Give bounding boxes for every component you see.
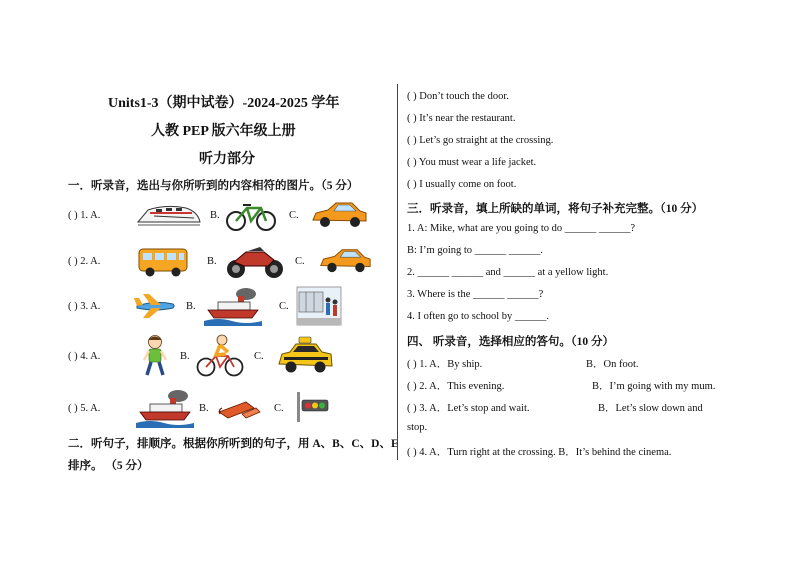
motorcycle-icon	[224, 242, 286, 280]
s3-item: 4. I often go to school by ______.	[407, 311, 550, 322]
ship-icon	[136, 388, 194, 428]
s4-item-2-a: ( ) 2. A．This evening.	[407, 381, 505, 392]
q4-number: ( ) 4. A.	[68, 351, 101, 362]
car-icon	[318, 244, 372, 276]
bus-icon	[136, 244, 190, 278]
s3-item: 1. A: Mike, what are you going to do ______ ______?	[407, 223, 636, 234]
s2-item: ( ) Let’s go straight at the crossing.	[407, 135, 554, 146]
q2-b-label: B.	[207, 256, 217, 267]
cyclist-icon	[196, 334, 244, 378]
s4-item-3-a: ( ) 3. A．Let’s stop and wait.	[407, 403, 530, 414]
bullet-train-icon	[136, 200, 202, 230]
ship-icon	[204, 286, 262, 326]
s2-item: ( ) I usually come on foot.	[407, 179, 517, 190]
s4-item-3-b: B．Let’s slow down and	[598, 403, 703, 414]
s2-item: ( ) You must wear a life jacket.	[407, 157, 537, 168]
q2-c-label: C.	[295, 256, 305, 267]
section4-heading: 四、 听录音，选择相应的答句。（10 分）	[407, 336, 614, 348]
section1-heading: 一．听录音，选出与你所听到的内容相符的图片。（5 分）	[68, 180, 359, 192]
s4-item-2-b: B．I’m going with my mum.	[592, 381, 716, 392]
car-icon	[310, 198, 368, 230]
taxi-icon	[276, 334, 334, 376]
q4-c-label: C.	[254, 351, 264, 362]
q4-b-label: B.	[180, 351, 190, 362]
q5-b-label: B.	[199, 403, 209, 414]
s3-item: 3. Where is the ______ ______?	[407, 289, 544, 300]
walking-boy-icon	[140, 334, 170, 378]
q1-number: ( ) 1. A.	[68, 210, 101, 221]
s2-item: ( ) Don’t touch the door.	[407, 91, 509, 102]
q1-b-label: B.	[210, 210, 220, 221]
column-divider	[397, 84, 398, 460]
q3-c-label: C.	[279, 301, 289, 312]
part-title: 听力部分	[199, 152, 255, 167]
subway-platform-icon	[296, 286, 342, 326]
q3-number: ( ) 3. A.	[68, 301, 101, 312]
s3-item: B: I’m going to ______ ______.	[407, 245, 543, 256]
s4-item-1-b: B．On foot.	[586, 359, 639, 370]
section2-heading-cont: 排序。 （5 分）	[68, 460, 149, 472]
section2-heading: 二．听句子，排顺序。根据你所听到的句子，用 A、B、C、D、E	[68, 438, 399, 450]
q5-number: ( ) 5. A.	[68, 403, 101, 414]
s4-item-4: ( ) 4. A．Turn right at the crossing. B．It’s behind the cinema.	[407, 447, 672, 458]
section3-heading: 三．听录音，填上所缺的单词，将句子补充完整。（10 分）	[407, 203, 704, 215]
page-subtitle: 人教 PEP 版六年级上册	[151, 124, 296, 139]
q5-c-label: C.	[274, 403, 284, 414]
sled-icon	[216, 394, 262, 420]
q1-c-label: C.	[289, 210, 299, 221]
bicycle-icon	[225, 200, 277, 232]
plane-icon	[133, 290, 177, 322]
page-title: Units1-3（期中试卷）-2024-2025 学年	[108, 96, 340, 111]
q2-number: ( ) 2. A.	[68, 256, 101, 267]
s3-item: 2. ______ ______ and ______ at a yellow light.	[407, 267, 609, 278]
s2-item: ( ) It’s near the restaurant.	[407, 113, 516, 124]
q3-b-label: B.	[186, 301, 196, 312]
traffic-light-icon	[292, 390, 330, 424]
s4-item-3-cont: stop.	[407, 422, 428, 433]
s4-item-1-a: ( ) 1. A．By ship.	[407, 359, 483, 370]
